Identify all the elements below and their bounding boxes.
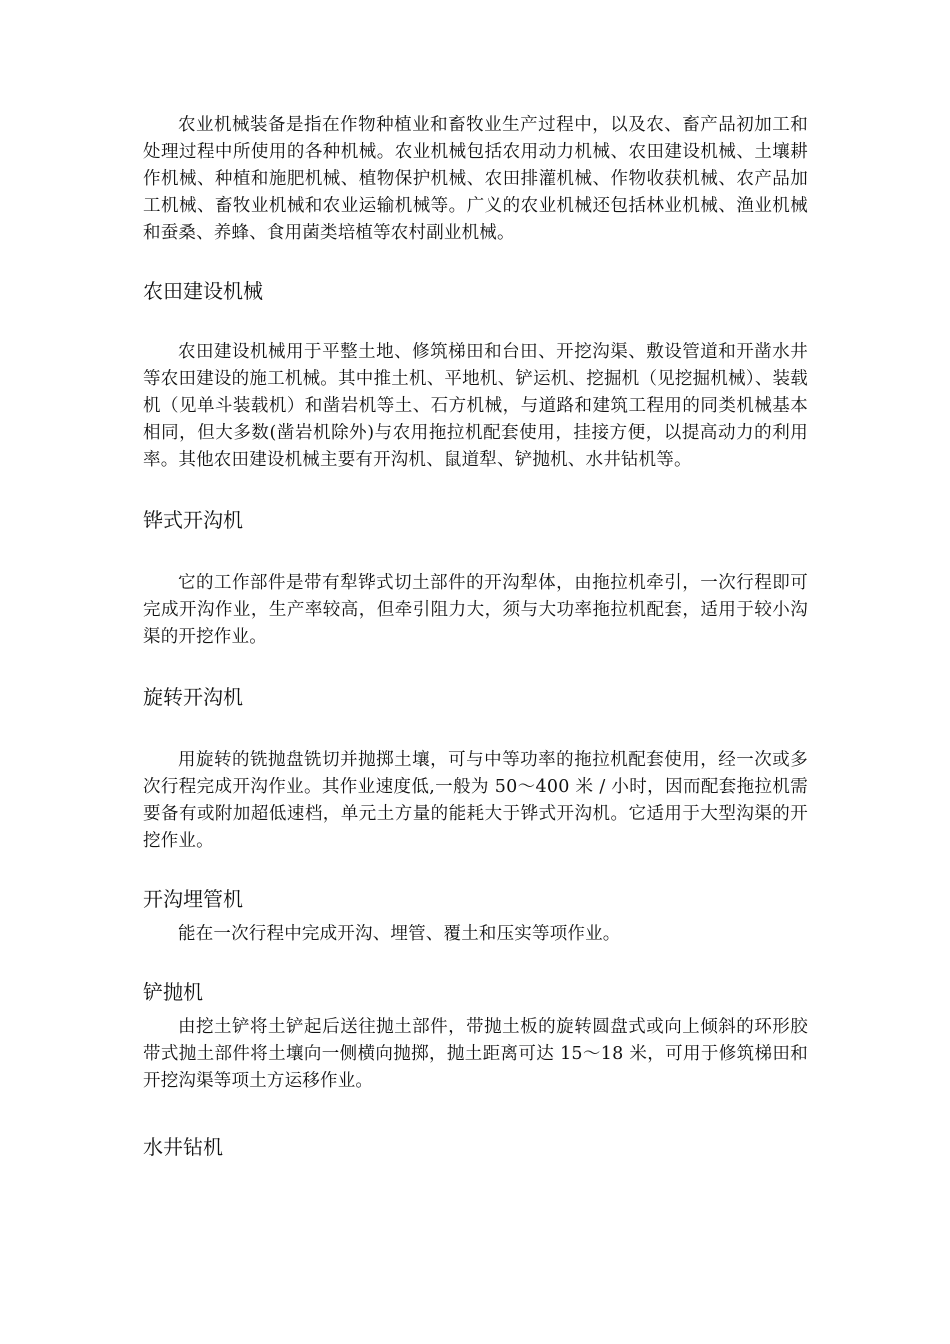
document-page bbox=[143, 112, 808, 1161]
section-paragraph-trench-pipe-layer: 能在一次行程中完成开沟、埋管、覆土和压实等项作业。 bbox=[178, 924, 621, 944]
section-paragraph-shovel-thrower: 由挖土铲将土铲起后送往抛土部件，带抛土板的旋转圆盘式或向上倾斜的环形胶带式抛土部件将土壤向一侧横向抛掷，抛土距离可达 15～18 米，可用于修筑梯田和开挖沟渠等项土方运移作业。 bbox=[143, 1017, 808, 1091]
intro-paragraph: 农业机械装备是指在作物种植业和畜牧业生产过程中，以及农、畜产品初加工和处理过程中所使用的各种机械。农业机械包括农用动力机械、农田建设机械、土壤耕作机械、种植和施肥机械、植物保护机械、农田排灌机械、作物收获机械、农产品加工机械、畜牧业机械和农业运输机械等。广义的农业机械还包括林业机械、渔业机械和蚕桑、养蜂、食用菌类培植等农村副业机械。 bbox=[143, 115, 808, 243]
section-paragraph-rotary-trencher: 用旋转的铣抛盘铣切并抛掷土壤，可与中等功率的拖拉机配套使用，经一次或多次行程完成开沟作业。其作业速度低,一般为 50～400 米 / 小时，因而配套拖拉机需要备有或附加超低速档，单元土方量的能耗大于铧式开沟机。它适用于大型沟渠的开挖作业。 bbox=[143, 750, 808, 851]
section-paragraph-farmland-construction-machinery: 农田建设机械用于平整土地、修筑梯田和台田、开挖沟渠、敷设管道和开凿水井等农田建设的施工机械。其中推土机、平地机、铲运机、挖掘机（见挖掘机械）、装载机（见单斗装载机）和凿岩机等土、石方机械，与道路和建筑工程用的同类机械基本相同，但大多数(凿岩机除外)与农用拖拉机配套使用，挂接方便，以提高动力的利用率。其他农田建设机械主要有开沟机、鼠道犁、铲抛机、水井钻机等。 bbox=[143, 342, 808, 470]
section-heading-shovel-thrower: 铲抛机 bbox=[143, 980, 203, 1004]
section-heading-rotary-trencher: 旋转开沟机 bbox=[143, 685, 243, 709]
section-heading-trench-pipe-layer: 开沟埋管机 bbox=[143, 887, 243, 911]
section-heading-well-drilling-rig: 水井钻机 bbox=[143, 1135, 223, 1159]
section-heading-farmland-construction-machinery: 农田建设机械 bbox=[143, 279, 263, 303]
section-paragraph-plow-trencher: 它的工作部件是带有犁铧式切土部件的开沟犁体，由拖拉机牵引，一次行程即可完成开沟作业，生产率较高，但牵引阻力大，须与大功率拖拉机配套，适用于较小沟渠的开挖作业。 bbox=[143, 573, 808, 647]
section-heading-plow-trencher: 铧式开沟机 bbox=[143, 508, 243, 532]
